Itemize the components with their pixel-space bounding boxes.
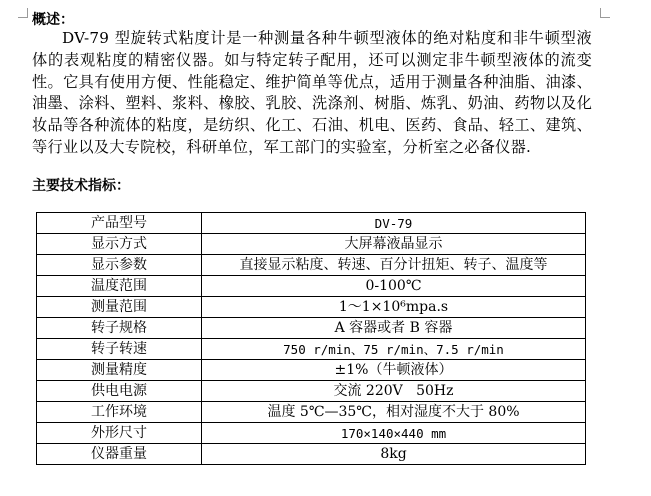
spec-value: 170×140×440 mm: [202, 423, 586, 444]
spec-label: 温度范围: [37, 276, 202, 297]
spec-label: 工作环境: [37, 402, 202, 423]
table-row: [37, 213, 586, 234]
spec-value: DV-79: [202, 213, 586, 234]
spec-table: [36, 212, 586, 465]
spec-value: 交流 220V 50Hz: [202, 381, 586, 402]
table-row: [37, 423, 586, 444]
spec-value: A 容器或者 B 容器: [202, 318, 586, 339]
spec-label: 外形尺寸: [37, 423, 202, 444]
table-row: [37, 234, 586, 255]
table-row: [37, 360, 586, 381]
spec-value: 0-100℃: [202, 276, 586, 297]
table-row: [37, 444, 586, 465]
spec-value: 大屏幕液晶显示: [202, 234, 586, 255]
table-row: [37, 381, 586, 402]
spec-label: 供电电源: [37, 381, 202, 402]
table-row: [37, 297, 586, 318]
table-row: [37, 318, 586, 339]
spec-label: 转子规格: [37, 318, 202, 339]
spec-value: 1～1×10⁶mpa.s: [202, 297, 586, 318]
overview-section: [32, 28, 592, 159]
page-corner-mark-right: [600, 8, 610, 18]
spec-label: 显示方式: [37, 234, 202, 255]
spec-value: 直接显示粘度、转速、百分计扭矩、转子、温度等: [202, 255, 586, 276]
overview-paragraph: DV-79 型旋转式粘度计是一种测量各种牛顿型液体的绝对粘度和非牛顿型液体的表观粘度的精密仪器。如与特定转子配用，还可以测定非牛顿型液体的流变性。它具有使用方便、性能稳定、维护简单等优点，适用于测量各种油脂、油漆、油墨、涂料、塑料、浆料、橡胶、乳胶、洗涤剂、树脂、炼乳、奶油、药物以及化妆品等各种流体的粘度，是纺织、化工、石油、机电、医药、食品、轻工、建筑、等行业以及大专院校，科研单位，军工部门的实验室，分析室之必备仪器.: [32, 29, 592, 156]
overview-heading: 概述：: [32, 12, 74, 28]
spec-label: 转子转速: [37, 339, 202, 360]
spec-label: 显示参数: [37, 255, 202, 276]
page-corner-mark-left: [18, 8, 28, 18]
table-row: [37, 339, 586, 360]
spec-value: 8kg: [202, 444, 586, 465]
table-row: [37, 255, 586, 276]
spec-value: 750 r/min、75 r/min、7.5 r/min: [202, 339, 586, 360]
table-row: [37, 276, 586, 297]
spec-label: 产品型号: [37, 213, 202, 234]
spec-value: ±1%（牛顿液体）: [202, 360, 586, 381]
spec-value: 温度 5℃—35℃，相对湿度不大于 80%: [202, 402, 586, 423]
spec-label: 测量范围: [37, 297, 202, 318]
specs-heading: 主要技术指标：: [32, 178, 130, 194]
spec-label: 仪器重量: [37, 444, 202, 465]
spec-label: 测量精度: [37, 360, 202, 381]
table-row: [37, 402, 586, 423]
